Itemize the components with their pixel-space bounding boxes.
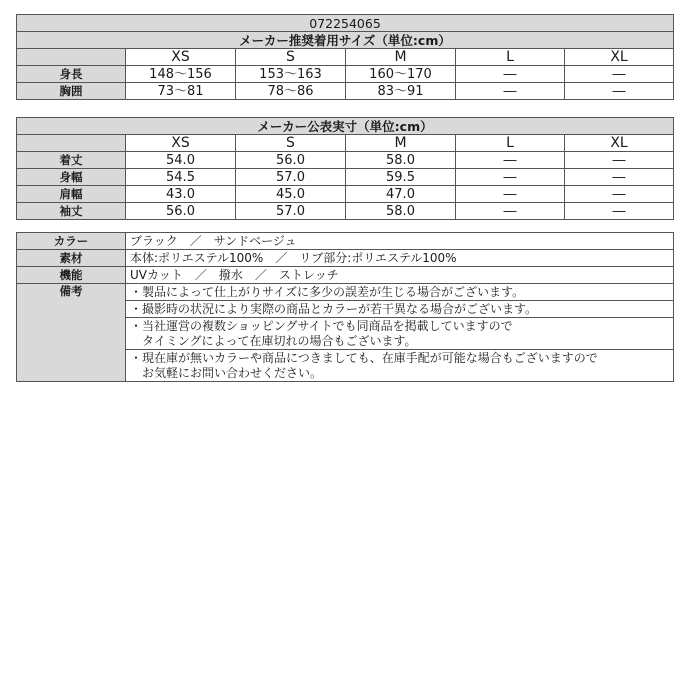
table-cell: ― bbox=[456, 203, 565, 220]
table-cell: 59.5 bbox=[346, 169, 456, 186]
table-cell: ― bbox=[565, 152, 674, 169]
table-cell: 54.0 bbox=[126, 152, 236, 169]
table-row bbox=[17, 203, 674, 220]
table-cell: 160～170 bbox=[346, 66, 456, 83]
actual-size-title: メーカー公表実寸（単位:cm） bbox=[17, 118, 674, 135]
table-row bbox=[17, 66, 674, 83]
actual-size-table bbox=[16, 117, 674, 220]
table-row bbox=[17, 250, 674, 267]
table-cell: 54.5 bbox=[126, 169, 236, 186]
table-row bbox=[17, 233, 674, 250]
table-row bbox=[17, 267, 674, 284]
row-label-height: 身長 bbox=[17, 66, 126, 83]
table-row bbox=[17, 152, 674, 169]
table-row bbox=[17, 284, 674, 301]
table-cell: 78～86 bbox=[236, 83, 346, 100]
notes-label: 備考 bbox=[17, 284, 126, 382]
header-corner bbox=[17, 49, 126, 66]
material-label: 素材 bbox=[17, 250, 126, 267]
table-cell: 153～163 bbox=[236, 66, 346, 83]
size-header-xs: XS bbox=[126, 135, 236, 152]
table-cell: 47.0 bbox=[346, 186, 456, 203]
table-cell: ― bbox=[456, 66, 565, 83]
row-label-length: 着丈 bbox=[17, 152, 126, 169]
note-line: ・現在庫が無いカラーや商品につきましても、在庫手配が可能な場合もございますので bbox=[130, 350, 598, 365]
color-label: カラー bbox=[17, 233, 126, 250]
table-cell: ― bbox=[565, 66, 674, 83]
table-cell: ― bbox=[565, 83, 674, 100]
table-cell: 43.0 bbox=[126, 186, 236, 203]
table-cell: ― bbox=[456, 186, 565, 203]
header-corner bbox=[17, 135, 126, 152]
size-header-xl: XL bbox=[565, 49, 674, 66]
table-cell: 58.0 bbox=[346, 152, 456, 169]
note-item bbox=[126, 284, 674, 301]
size-header-s: S bbox=[236, 49, 346, 66]
material-value: 本体:ポリエステル100% ／ リブ部分:ポリエステル100% bbox=[126, 250, 674, 267]
table-cell: 73～81 bbox=[126, 83, 236, 100]
row-label-shoulder: 肩幅 bbox=[17, 186, 126, 203]
recommended-size-table bbox=[16, 14, 674, 100]
table-cell: ― bbox=[565, 169, 674, 186]
recommended-size-title: メーカー推奨着用サイズ（単位:cm） bbox=[17, 32, 674, 49]
function-label: 機能 bbox=[17, 267, 126, 284]
table-cell: 45.0 bbox=[236, 186, 346, 203]
function-value: UVカット ／ 撥水 ／ ストレッチ bbox=[126, 267, 674, 284]
note-item bbox=[126, 318, 674, 350]
table-cell: 56.0 bbox=[236, 152, 346, 169]
note-item bbox=[126, 301, 674, 318]
note-line: ・当社運営の複数ショッピングサイトでも同商品を掲載していますので bbox=[130, 318, 513, 333]
table-cell: 57.0 bbox=[236, 169, 346, 186]
note-line: ・撮影時の状況により実際の商品とカラーが若干異なる場合がございます。 bbox=[130, 301, 538, 316]
table-cell: 56.0 bbox=[126, 203, 236, 220]
table-cell: ― bbox=[456, 83, 565, 100]
table-cell: 83～91 bbox=[346, 83, 456, 100]
table-row bbox=[17, 83, 674, 100]
size-header-m: M bbox=[346, 135, 456, 152]
size-header-l: L bbox=[456, 135, 565, 152]
table-cell: ― bbox=[565, 186, 674, 203]
table-row bbox=[17, 169, 674, 186]
product-code: 072254065 bbox=[17, 15, 674, 32]
size-header-m: M bbox=[346, 49, 456, 66]
table-cell: ― bbox=[456, 169, 565, 186]
note-item bbox=[126, 350, 674, 382]
color-value: ブラック ／ サンドベージュ bbox=[126, 233, 674, 250]
size-header-l: L bbox=[456, 49, 565, 66]
table-row bbox=[17, 186, 674, 203]
table-cell: 58.0 bbox=[346, 203, 456, 220]
table-cell: ― bbox=[565, 203, 674, 220]
note-line: タイミングによって在庫切れの場合もございます。 bbox=[130, 333, 417, 348]
note-line: ・製品によって仕上がりサイズに多少の誤差が生じる場合がございます。 bbox=[130, 284, 525, 299]
product-details-table bbox=[16, 232, 674, 382]
row-label-sleeve: 袖丈 bbox=[17, 203, 126, 220]
table-cell: 57.0 bbox=[236, 203, 346, 220]
table-cell: ― bbox=[456, 152, 565, 169]
note-line: お気軽にお問い合わせください。 bbox=[130, 365, 323, 380]
row-label-chest: 胸囲 bbox=[17, 83, 126, 100]
size-header-xs: XS bbox=[126, 49, 236, 66]
table-cell: 148～156 bbox=[126, 66, 236, 83]
size-header-s: S bbox=[236, 135, 346, 152]
size-header-xl: XL bbox=[565, 135, 674, 152]
row-label-width: 身幅 bbox=[17, 169, 126, 186]
